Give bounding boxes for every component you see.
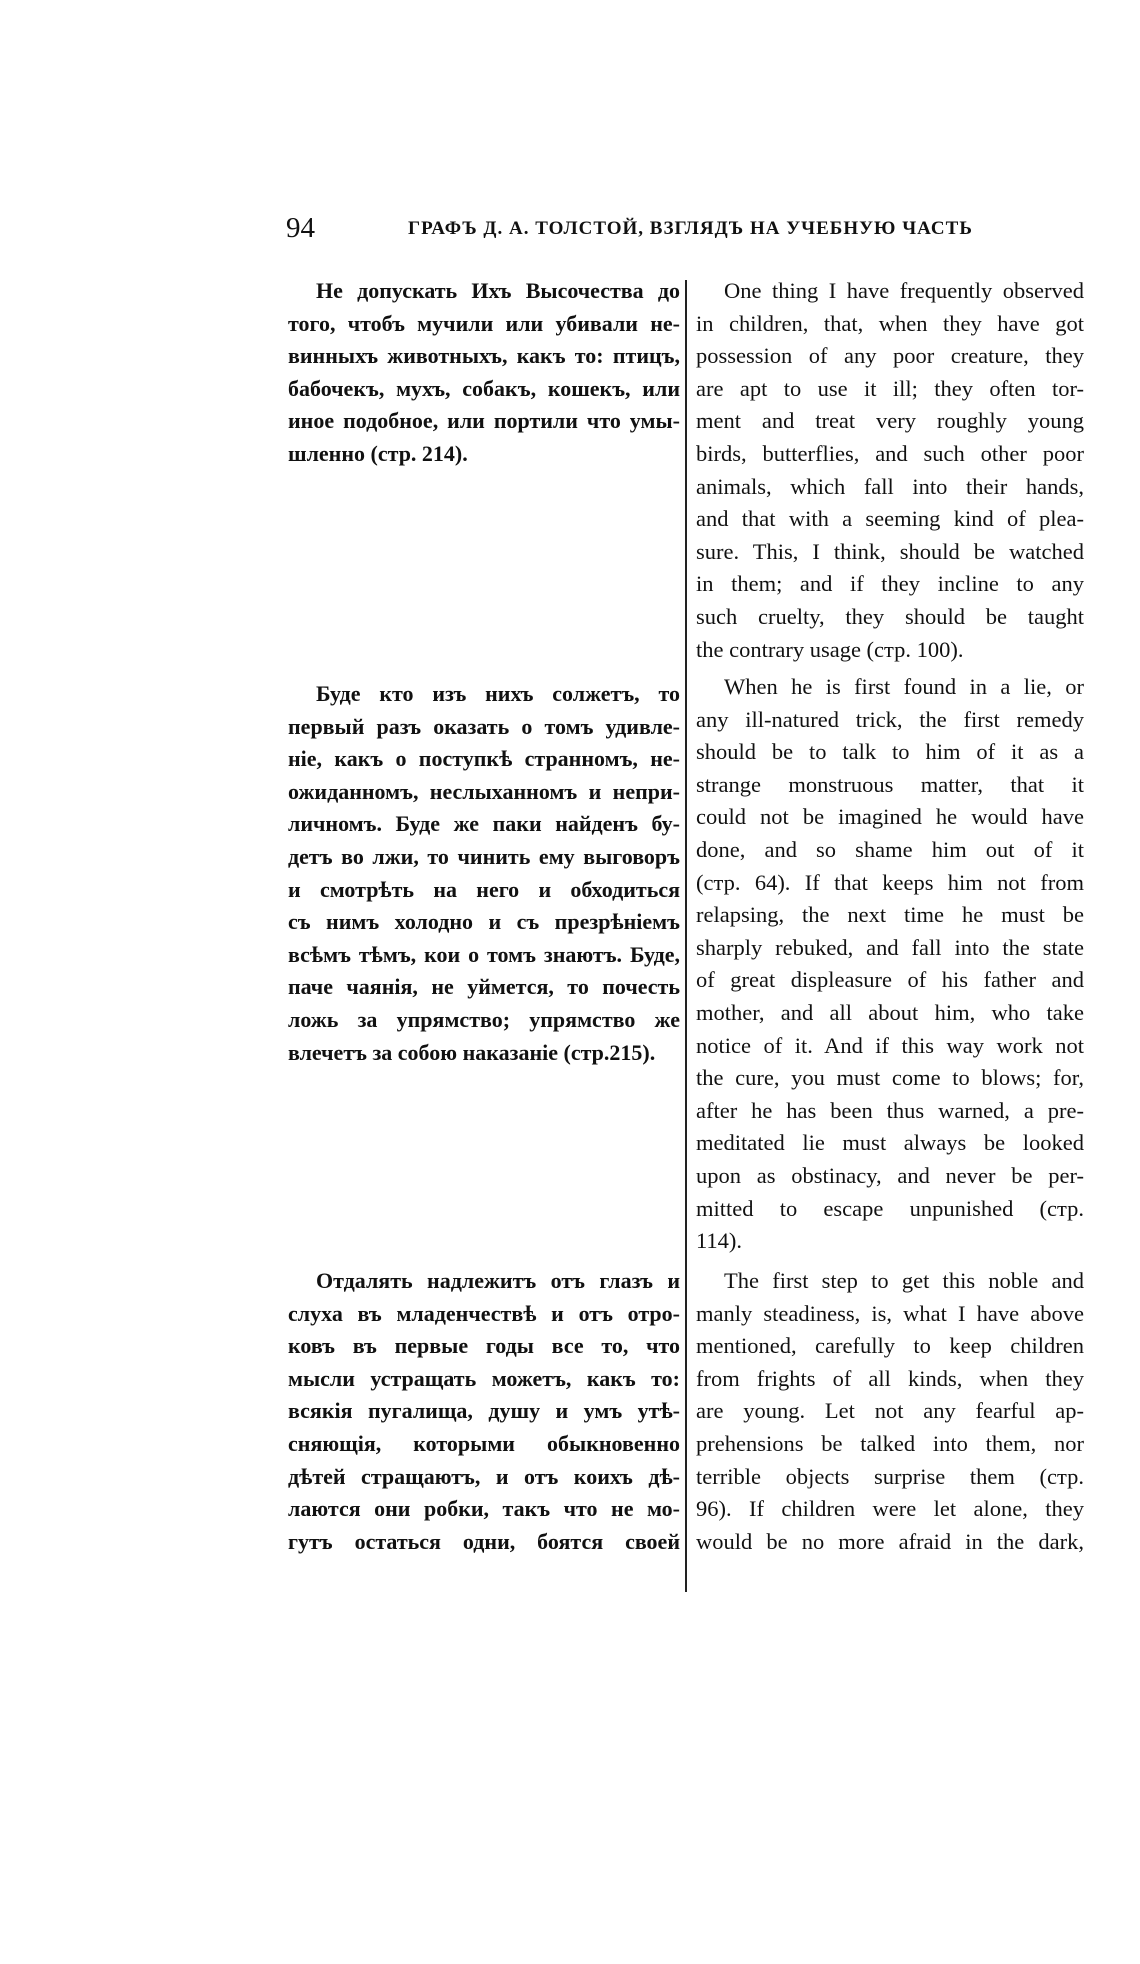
russian-paragraph-1 <box>288 275 680 471</box>
text-line: ковъ въ первые годы все то, что <box>288 1333 680 1359</box>
text-line: such cruelty, they should be taught <box>696 603 1084 629</box>
text-line: sharply rebuked, and fall into the state <box>696 934 1084 960</box>
text-line: sure. This, I think, should be watched <box>696 538 1084 564</box>
text-line: Отдалять надлежитъ отъ глазъ и <box>316 1268 680 1293</box>
russian-paragraph-2 <box>288 678 680 1069</box>
column-divider <box>685 280 687 1592</box>
text-line: the cure, you must come to blows; for, <box>696 1065 1084 1091</box>
text-line: ніе, какъ о поступкѣ странномъ, не- <box>288 746 680 772</box>
text-line: дѣтей стращаютъ, и отъ коихъ дѣ- <box>288 1463 680 1489</box>
text-line: бабочекъ, мухъ, собакъ, кошекъ, или <box>288 375 680 401</box>
text-line: детъ во лжи, то чинить ему выговоръ <box>288 843 680 869</box>
text-line: possession of any poor creature, they <box>696 343 1084 369</box>
text-line: in them; and if they incline to any <box>696 571 1084 597</box>
text-line: could not be imagined he would have <box>696 804 1084 830</box>
text-line: and that with a seeming kind of plea- <box>696 506 1084 532</box>
text-line: birds, butterflies, and such other poor <box>696 440 1084 466</box>
text-line: of great displeasure of his father and <box>696 967 1084 993</box>
text-line: личномъ. Буде же паки найденъ бу- <box>288 811 680 837</box>
text-line: notice of it. And if this way work not <box>696 1032 1084 1058</box>
text-line: лаются они робки, такъ что не мо- <box>288 1496 680 1522</box>
text-line: are young. Let not any fearful ap- <box>696 1398 1084 1424</box>
english-paragraph-1 <box>696 275 1084 666</box>
text-line: terrible objects surprise them (стр. <box>696 1463 1084 1489</box>
text-line: from frights of all kinds, when they <box>696 1365 1084 1391</box>
text-line: паче чаянія, не уймется, то почесть <box>288 974 680 1000</box>
english-paragraph-2 <box>696 671 1084 1258</box>
text-line: влечетъ за собою наказаніе (стр.215). <box>288 1039 656 1065</box>
text-line: The first step to get this noble and <box>724 1268 1084 1293</box>
text-line: upon as obstinacy, and never be per- <box>696 1162 1084 1188</box>
russian-paragraph-3 <box>288 1265 680 1558</box>
text-line: гутъ остаться одни, боятся своей <box>288 1528 680 1554</box>
text-line: винныхъ животныхъ, какъ то: птицъ, <box>288 343 680 369</box>
text-line: первый разъ оказать о томъ удивле- <box>288 713 680 739</box>
text-line: 114). <box>696 1228 743 1254</box>
text-line: relapsing, the next time he must be <box>696 902 1084 928</box>
text-line: meditated lie must always be looked <box>696 1130 1084 1156</box>
text-line: иное подобное, или портили что умы- <box>288 408 680 434</box>
text-line: шленно (стр. 214). <box>288 440 468 466</box>
text-line: would be no more afraid in the dark, <box>696 1528 1084 1554</box>
english-paragraph-3 <box>696 1265 1084 1558</box>
text-line: after he has been thus warned, a pre- <box>696 1097 1084 1123</box>
text-line: ment and treat very roughly young <box>696 408 1084 434</box>
text-line: strange monstruous matter, that it <box>696 771 1084 797</box>
text-line: mitted to escape unpunished (стр. <box>696 1195 1084 1221</box>
page-number: 94 <box>286 212 315 244</box>
text-line: manly steadiness, is, what I have above <box>696 1300 1084 1326</box>
text-line: mother, and all about him, who take <box>696 999 1084 1025</box>
text-line: съ нимъ холодно и съ презрѣніемъ <box>288 909 680 935</box>
running-title: ГРАФЪ Д. А. ТОЛСТОЙ, ВЗГЛЯДЪ НА УЧЕБНУЮ ЧАСТЬ <box>408 218 973 239</box>
text-line: When he is first found in a lie, or <box>724 674 1084 699</box>
text-line: слуха въ младенчествѣ и отъ отро- <box>288 1300 680 1326</box>
text-line: мысли устращать можетъ, какъ то: <box>288 1365 680 1391</box>
text-line: 96). If children were let alone, they <box>696 1496 1084 1522</box>
text-line: should be to talk to him of it as a <box>696 739 1084 765</box>
text-line: и смотрѣть на него и обходиться <box>288 876 680 902</box>
text-line: Не допускать Ихъ Высочества до <box>316 278 680 303</box>
text-line: are apt to use it ill; they often tor- <box>696 375 1084 401</box>
text-line: того, чтобъ мучили или убивали не- <box>288 310 680 336</box>
text-line: mentioned, carefully to keep children <box>696 1333 1084 1359</box>
text-line: ожиданномъ, неслыханномъ и непри- <box>288 778 680 804</box>
text-line: ложь за упрямство; упрямство же <box>288 1006 680 1032</box>
text-line: animals, which fall into their hands, <box>696 473 1084 499</box>
text-line: всѣмъ тѣмъ, кои о томъ знаютъ. Буде, <box>288 941 680 967</box>
text-line: сняющія, которыми обыкновенно <box>288 1430 680 1456</box>
text-line: One thing I have frequently observed <box>724 278 1084 303</box>
text-line: in children, that, when they have got <box>696 310 1084 336</box>
text-line: Буде кто изъ нихъ солжетъ, то <box>316 681 680 706</box>
text-line: (стр. 64). If that keeps him not from <box>696 869 1084 895</box>
text-line: всякія пугалища, душу и умъ утѣ- <box>288 1398 680 1424</box>
text-line: prehensions be talked into them, nor <box>696 1430 1084 1456</box>
text-line: the contrary usage (стр. 100). <box>696 636 964 662</box>
text-line: done, and so shame him out of it <box>696 836 1084 862</box>
text-line: any ill-natured trick, the first remedy <box>696 706 1084 732</box>
